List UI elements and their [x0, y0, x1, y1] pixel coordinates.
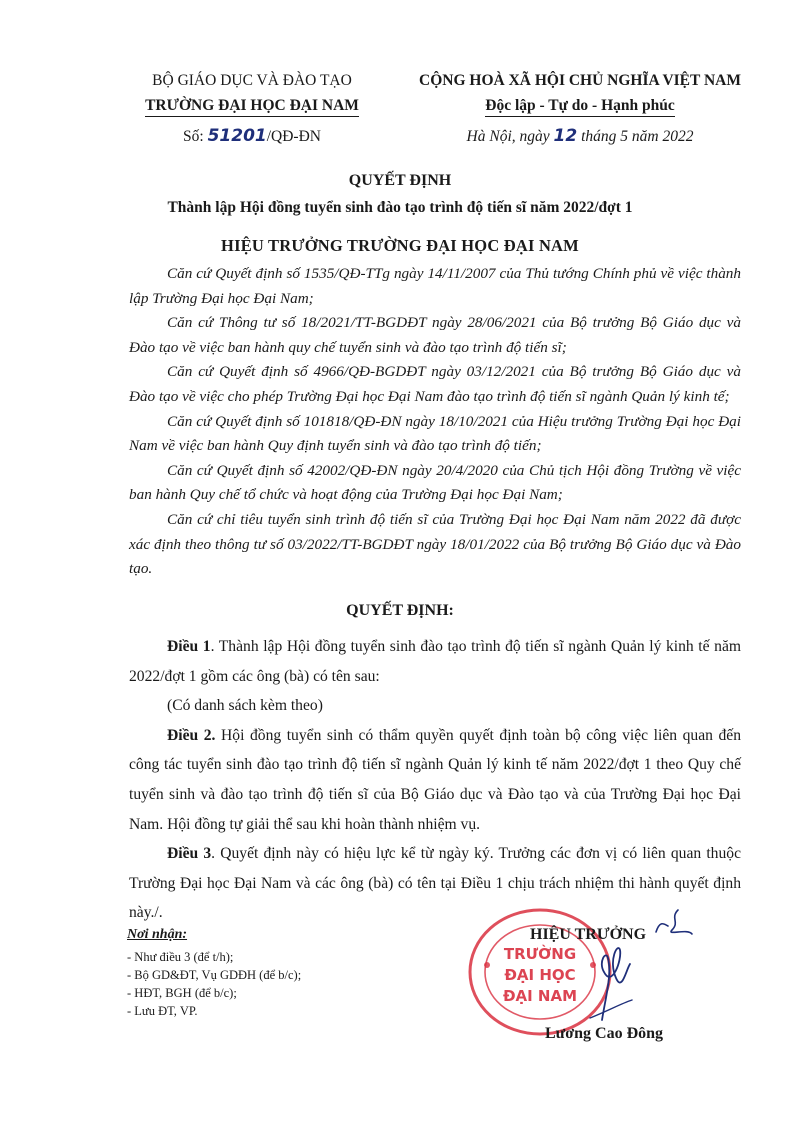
issuing-authority: HIỆU TRƯỞNG TRƯỜNG ĐẠI HỌC ĐẠI NAM	[221, 236, 579, 255]
recipients-heading: Nơi nhận:	[127, 927, 188, 942]
article-1-text: . Thành lập Hội đồng tuyển sinh đào tạo trình độ tiến sĩ ngành Quản lý kinh tế năm 2022/đợt 1 gồm các ông (bà) có tên sau:	[129, 638, 741, 685]
number-value: 51201	[207, 126, 267, 146]
recipient-item: - Lưu ĐT, VP.	[127, 1004, 198, 1018]
legal-basis: Căn cứ Thông tư số 18/2021/TT-BGDĐT ngày 28/06/2021 của Bộ trưởng Bộ Giáo dục và Đào tạo về việc ban hành quy chế tuyển sinh và đào tạo trình độ tiến sĩ;	[129, 314, 741, 356]
document-title: QUYẾT ĐỊNH	[348, 172, 452, 189]
legal-bases	[129, 262, 741, 582]
seal-line-1: TRƯỜNG	[503, 945, 577, 963]
issue-date	[400, 124, 760, 149]
legal-basis: Căn cứ Quyết định số 101818/QĐ-ĐN ngày 18/10/2021 của Hiệu trưởng Trường Đại học Đại Nam về việc ban hành Quy định tuyển sinh và đào tạo trình độ tiến;	[129, 412, 741, 455]
handwritten-signature-icon	[560, 900, 700, 1030]
articles	[129, 632, 741, 928]
school-name: TRƯỜNG ĐẠI HỌC ĐẠI NAM	[145, 96, 359, 117]
number-prefix: Số:	[183, 128, 208, 145]
legal-basis: Căn cứ Quyết định số 42002/QĐ-ĐN ngày 20/4/2020 của Chủ tịch Hội đồng Trường về việc ban hành Quy chế tổ chức và hoạt động của Trường Đại học Đại Nam;	[129, 461, 741, 504]
ministry-name: BỘ GIÁO DỤC VÀ ĐÀO TẠO	[152, 72, 352, 89]
article-1	[129, 632, 741, 691]
recipient-item: - Như điều 3 (để t/h);	[127, 950, 234, 964]
document-subtitle: Thành lập Hội đồng tuyển sinh đào tạo trình độ tiến sĩ năm 2022/đợt 1	[167, 199, 633, 216]
decision-heading: QUYẾT ĐỊNH:	[346, 602, 454, 619]
article-1-label: Điều 1	[167, 638, 211, 655]
article-2-text: Hội đồng tuyển sinh có thẩm quyền quyết định toàn bộ công việc liên quan đến công tác tuyển sinh đào tạo trình độ tiến sĩ ngành Quản lý kinh tế năm 2022/đợt 1 theo Quy chế tuyển sinh và đào tạo trình độ tiến sĩ của Bộ Giáo dục và Đào tạo và của Trường Đại học Đại Nam. Hội đồng tự giải thể sau khi hoàn thành nhiệm vụ.	[129, 726, 742, 833]
recipient-item: - Bộ GD&ĐT, Vụ GDĐH (để b/c);	[127, 968, 302, 982]
recipients	[127, 926, 427, 1020]
date-day: 12	[553, 126, 578, 146]
signatory-title: HIỆU TRƯỞNG	[530, 926, 647, 943]
article-2	[129, 721, 741, 839]
national-motto: Độc lập - Tự do - Hạnh phúc	[485, 96, 674, 117]
legal-basis: Căn cứ chỉ tiêu tuyển sinh trình độ tiến sĩ của Trường Đại học Đại Nam năm 2022 đã được xác định theo thông tư số 03/2022/TT-BGDĐT ngày 18/01/2022 của Bộ trưởng Bộ Giáo dục và Đào tạo.	[129, 510, 741, 578]
article-3-text: . Quyết định này có hiệu lực kể từ ngày ký. Trưởng các đơn vị có liên quan thuộc Trường Đại học Đại Nam và các ông (bà) có tên tại Điều 1 chịu trách nhiệm thi hành quyết định này./.	[129, 845, 741, 922]
header-right	[400, 68, 760, 149]
legal-basis: Căn cứ Quyết định số 4966/QĐ-BGDĐT ngày 03/12/2021 của Bộ trưởng Bộ Giáo dục và Đào tạo về việc cho phép Trường Đại học Đại Nam đào tạo trình độ tiến sĩ ngành Quản lý kinh tế;	[129, 363, 741, 405]
date-suffix: tháng 5 năm 2022	[577, 128, 694, 145]
seal-line-3: ĐẠI NAM	[502, 987, 578, 1005]
date-prefix: Hà Nội, ngày	[466, 128, 554, 145]
recipient-item: - HĐT, BGH (để b/c);	[127, 986, 237, 1000]
document-number	[112, 124, 392, 149]
signatory-name: Lương Cao Đông	[545, 1025, 664, 1042]
header-left	[112, 68, 392, 149]
article-1-note: (Có danh sách kèm theo)	[167, 697, 323, 715]
article-2-label: Điều 2.	[167, 726, 216, 744]
number-suffix: /QĐ-ĐN	[266, 128, 321, 145]
country-name: CỘNG HOÀ XÃ HỘI CHỦ NGHĨA VIỆT NAM	[419, 72, 741, 89]
seal-line-2: ĐẠI HỌC	[504, 966, 576, 984]
article-3-label: Điều 3	[167, 845, 212, 863]
legal-basis: Căn cứ Quyết định số 1535/QĐ-TTg ngày 14/11/2007 của Thủ tướng Chính phủ về việc thành lập Trường Đại học Đại Nam;	[129, 265, 741, 307]
